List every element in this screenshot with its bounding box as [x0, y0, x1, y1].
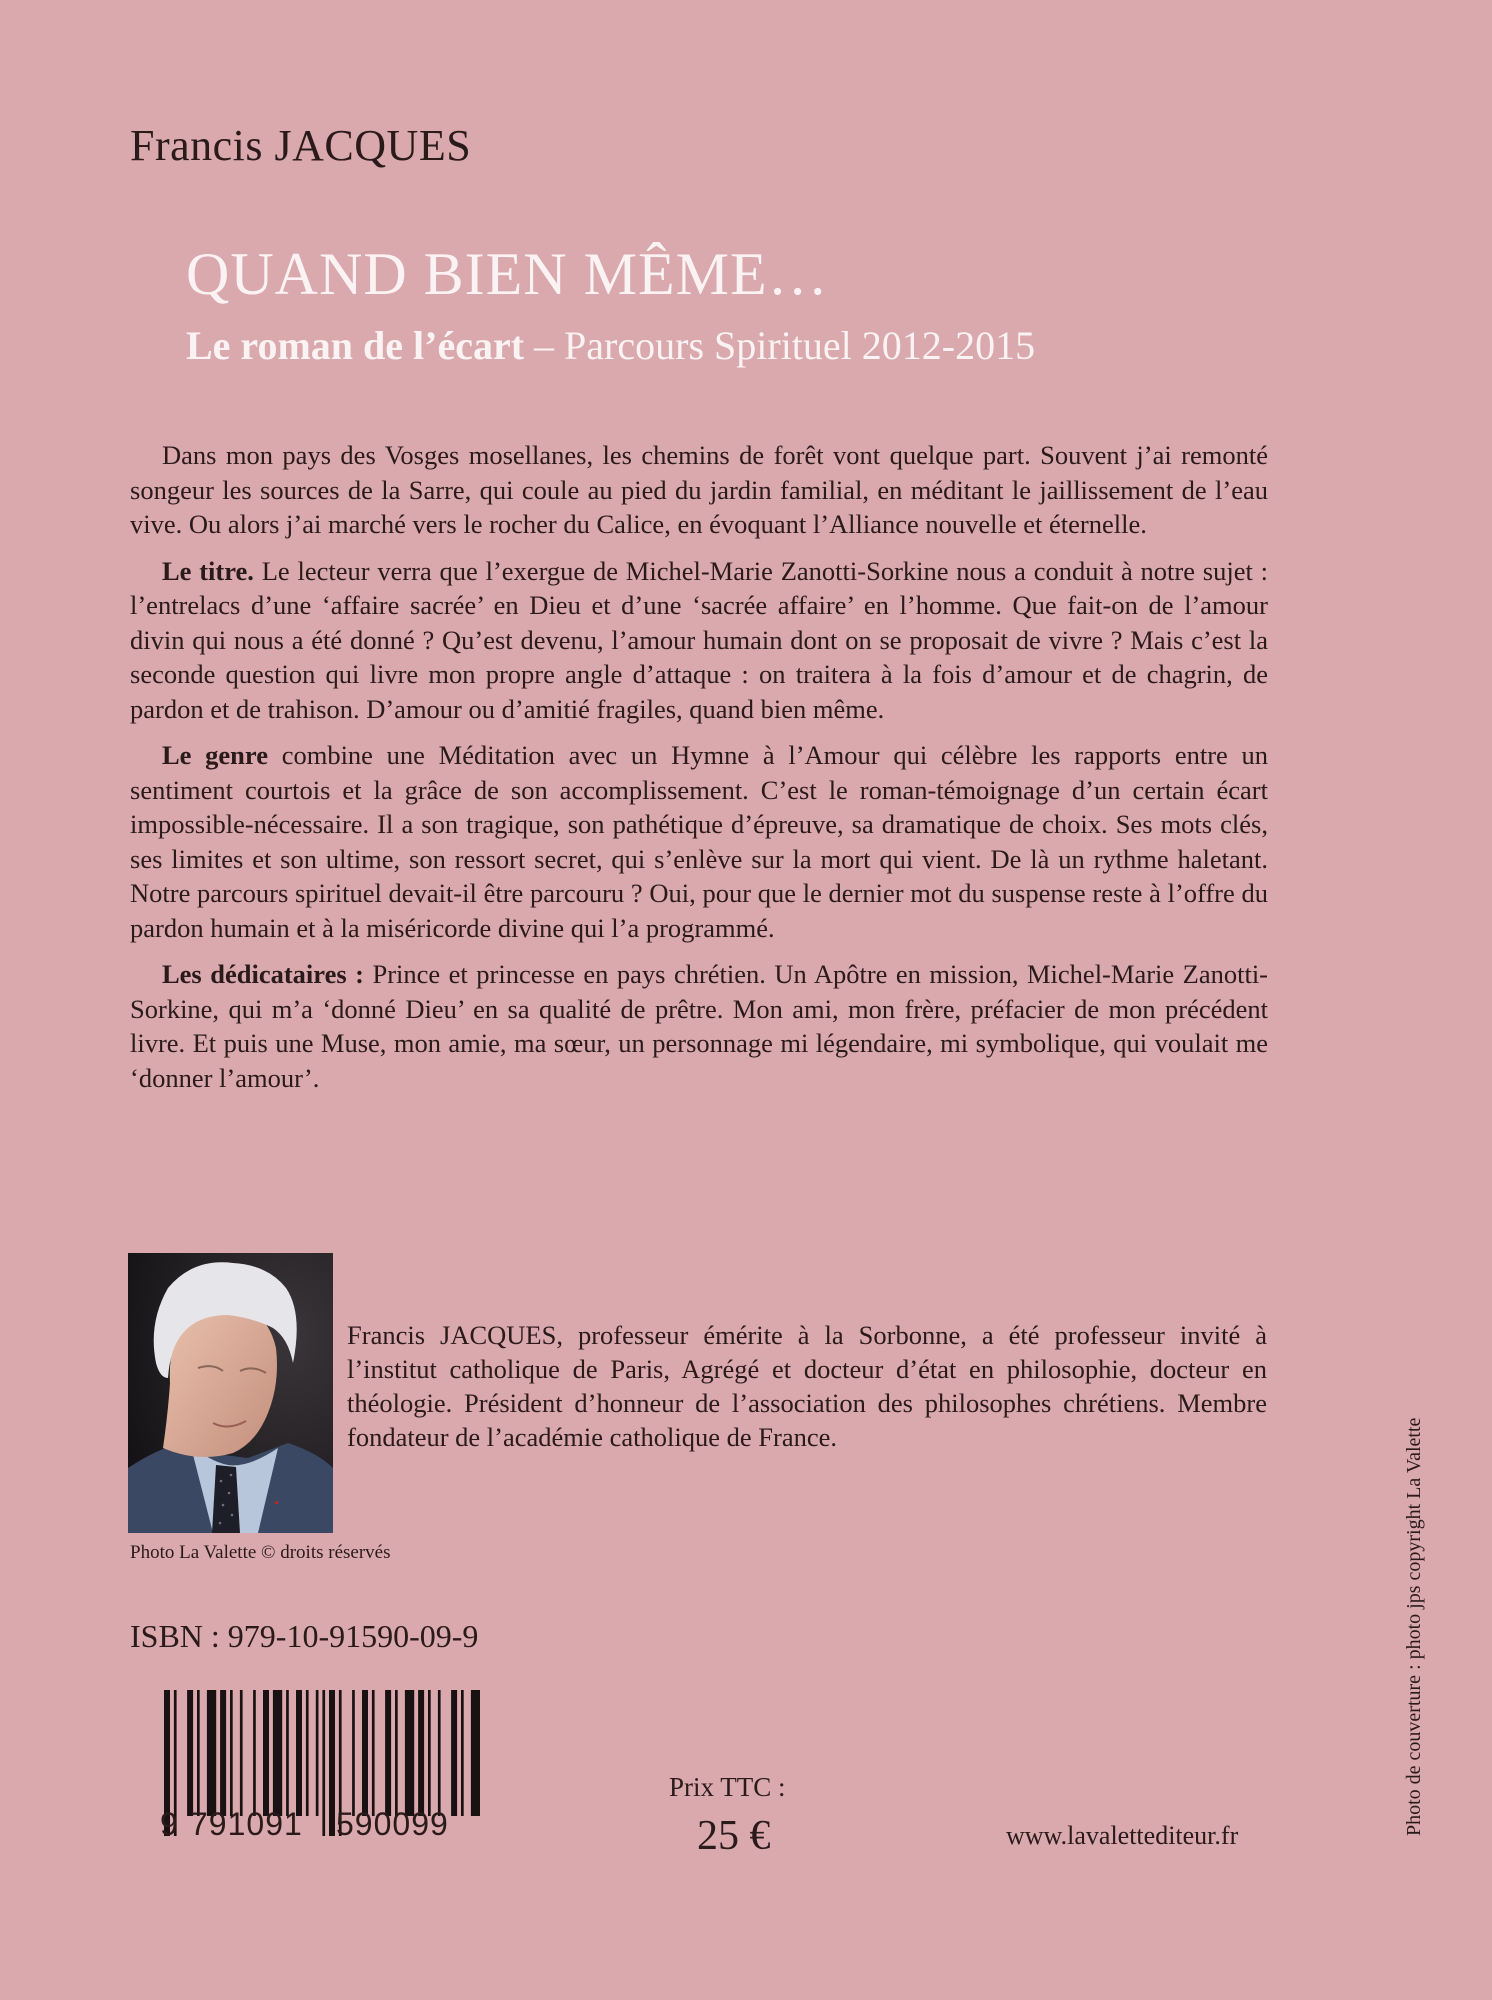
book-subtitle: [186, 322, 1035, 369]
paragraph-text: combine une Méditation avec un Hymne à l’Amour qui célèbre les rapports entre un sentiment courtois et la grâce de son accomplissement. C’est le roman-témoignage d’un certain écart impossible-nécessaire. Il a son tragique, son pathétique d’épreuve, sa dramatique de choix. Ses mots clés, ses limites et son ultime, son ressort secret, qui s’enlève sur la mort qui vient. De là un rythme haletant. Notre parcours spirituel devait-il être parcouru ? Oui, pour que le dernier mot du suspense reste à l’offre du pardon humain et à la miséricorde divine qui l’a programmé.: [130, 740, 1269, 943]
barcode-bar: [316, 1690, 319, 1816]
barcode-bar: [263, 1690, 269, 1816]
barcode-bar: [207, 1690, 216, 1816]
barcode-bar: [306, 1690, 309, 1816]
barcode-bar: [362, 1690, 368, 1816]
subtitle-period: Parcours Spirituel 2012-2015: [564, 323, 1036, 368]
barcode-bar: [385, 1690, 391, 1816]
paragraph-lead: Le titre.: [162, 555, 254, 586]
barcode-bar: [220, 1690, 226, 1816]
paragraph-text: Le lecteur verra que l’exergue de Michel-Marie Zanotti-Sorkine nous a conduit à notre sujet : l’entrelacs d’une ‘affaire sacrée’ en Dieu et d’une ‘sacrée affaire’ en l’homme. Que fait-on de l’amour divin qui nous a été donné ? Qu’est devenu, l’amour humain dont on se proposait de vivre ? Mais c’est la seconde question qui livre mon propre angle d’attaque : on traitera à la fois d’amour et de chagrin, de pardon et de trahison. D’amour ou d’amitié fragiles, quand bien même.: [130, 555, 1268, 724]
barcode-bar: [286, 1690, 289, 1816]
barcode-bar: [352, 1690, 355, 1816]
price-value: 25 €: [697, 1813, 771, 1859]
subtitle-main: Le roman de l’écart: [186, 323, 525, 368]
paragraph-text: Prince et princesse en pays chrétien. Un Apôtre en mission, Michel-Marie Zanotti-Sorkine, qui m’a ‘donné Dieu’ en sa qualité de prêtre. Mon ami, mon frère, préfacier de mon précédent livre. Et puis une Muse, mon amie, ma sœur, un personnage mi légendaire, mi symbolique, qui voulait me ‘donner l’amour’.: [130, 959, 1269, 1093]
blurb-paragraph-title: [130, 554, 1268, 727]
barcode-bar: [197, 1690, 200, 1816]
barcode-bar: [187, 1690, 193, 1816]
barcode-bar: [372, 1690, 375, 1816]
paragraph-lead: Les dédicataires :: [162, 959, 364, 989]
blurb-paragraph-dedication: [130, 957, 1268, 1095]
photo-caption: Photo La Valette © droits réservés: [130, 1542, 391, 1563]
author-bio: Francis JACQUES, professeur émérite à la Sorbonne, a été professeur invité à l’institut catholique de Paris, Agrégé et docteur d’état en philosophie, docteur en théologie. Président d’honneur de l’association des philosophes chrétiens. Membre fondateur de l’académie catholique de France.: [347, 1320, 1267, 1452]
blurb-paragraph-intro: Dans mon pays des Vosges mosellanes, les chemins de forêt vont quelque part. Souvent j’ai remonté songeur les sources de la Sarre, qui coule au pied du jardin familial, en méditant le jaillissement de l’eau vive. Ou alors j’ai marché vers le rocher du Calice, en évoquant l’Alliance nouvelle et éternelle.: [130, 440, 1268, 539]
barcode-bar: [438, 1690, 441, 1816]
price-label: Prix TTC :: [669, 1772, 786, 1802]
barcode-bar: [471, 1690, 480, 1816]
barcode-bar: [329, 1690, 335, 1836]
barcode-bar: [296, 1690, 302, 1816]
barcode-bar: [273, 1690, 282, 1816]
publisher-website[interactable]: www.lavalettediteur.fr: [1006, 1821, 1239, 1850]
barcode-bar: [405, 1690, 414, 1816]
author-photo: [128, 1253, 333, 1533]
barcode-bar: [418, 1690, 424, 1816]
barcode-digits-right: 590099: [336, 1806, 449, 1842]
isbn-label: ISBN : 979-10-91590-09-9: [130, 1618, 479, 1654]
blurb: [130, 438, 1268, 1107]
portrait-illustration: [128, 1253, 333, 1533]
book-title: QUAND BIEN MÊME…: [186, 241, 829, 307]
barcode-bar: [253, 1690, 256, 1816]
author-name: Francis JACQUES: [130, 121, 472, 170]
cover-photo-credit: Photo de couverture : photo jps copyright La Valette: [1403, 1417, 1425, 1836]
blurb-paragraph-genre: [130, 738, 1268, 945]
paragraph-lead: Le genre: [162, 740, 268, 770]
barcode-bar: [395, 1690, 398, 1816]
barcode-bar: [240, 1690, 243, 1816]
barcode-digit-first: 9: [160, 1806, 178, 1842]
barcode-bar: [461, 1690, 464, 1816]
barcode-bar: [322, 1690, 325, 1836]
subtitle-dash: –: [524, 323, 565, 368]
barcode-bar: [230, 1690, 233, 1816]
barcode-bar: [451, 1690, 457, 1816]
isbn-barcode: [160, 1688, 480, 1848]
barcode-digits-left: 791091: [190, 1806, 303, 1842]
barcode-bar: [428, 1690, 431, 1816]
